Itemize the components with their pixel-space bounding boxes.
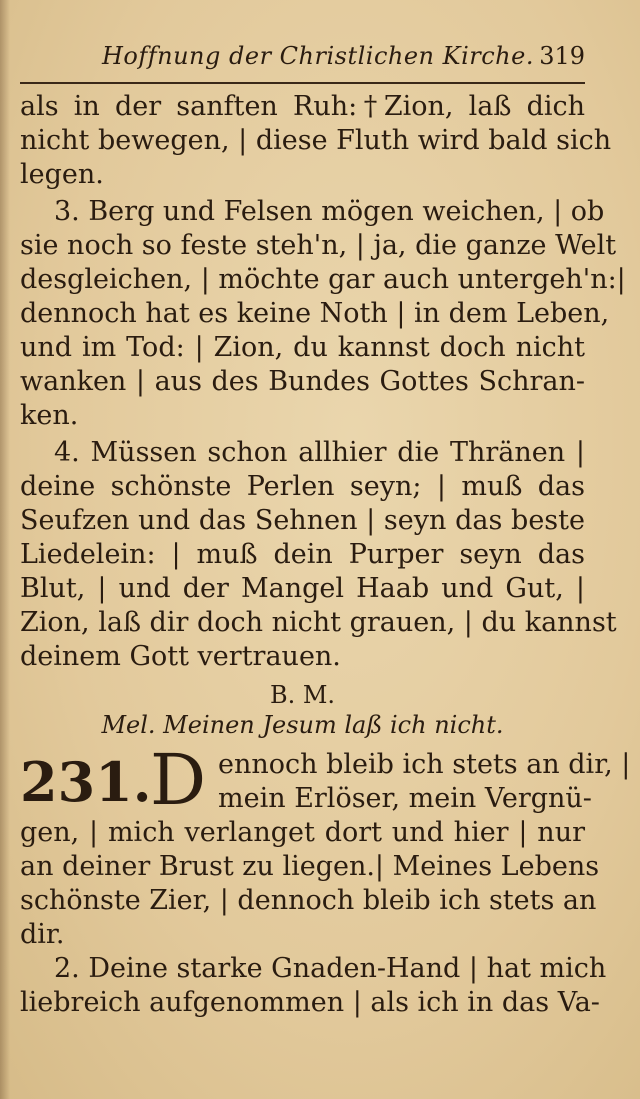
text-line: ennoch bleib ich stets an dir, | xyxy=(218,749,631,780)
text-line: dennoch hat es keine Noth | in dem Leben, xyxy=(20,298,610,329)
text-line: ken. xyxy=(20,400,79,431)
text-line: an deiner Brust zu liegen.| Meines Lebens xyxy=(20,851,600,882)
text-line: und im Tod: | Zion, du kannst doch nicht xyxy=(20,332,585,363)
text-line: Zion, laß dir doch nicht grauen, | du kannst xyxy=(20,607,617,638)
stanza-4-line: 4. Müssen schon allhier die Thränen | xyxy=(54,437,585,468)
text-line: Liedelein: | muß dein Purper seyn das xyxy=(20,539,585,570)
hymn-number: 231. xyxy=(20,750,152,814)
text-line: dir. xyxy=(20,919,65,950)
stanza-2-line: 2. Deine starke Gnaden-Hand | hat mich xyxy=(54,953,607,984)
page-number: 319 xyxy=(539,42,585,70)
text-line: legen. xyxy=(20,159,104,190)
dropcap-letter: D xyxy=(150,739,207,821)
text-line: liebreich aufgenommen | als ich in das Va- xyxy=(20,987,600,1018)
text-line: mein Erlöser, mein Vergnü- xyxy=(218,783,592,814)
text-line: nicht bewegen, | diese Fluth wird bald sich xyxy=(20,125,612,156)
text-line: gen, | mich verlanget dort und hier | nur xyxy=(20,817,585,848)
text-line: Seufzen und das Sehnen | seyn das beste xyxy=(20,505,585,536)
text-line: wanken | aus des Bundes Gottes Schran- xyxy=(20,366,585,397)
text-line: sie noch so feste steh'n, | ja, die ganze Welt xyxy=(20,230,617,261)
section-mark: B. M. xyxy=(269,681,336,709)
text-line: deinem Gott vertrauen. xyxy=(20,641,341,672)
stanza-3-line: 3. Berg und Felsen mögen weichen, | ob xyxy=(54,196,605,227)
header-rule xyxy=(20,82,585,84)
page-edge-shadow xyxy=(0,0,10,1099)
text-line: Blut, | und der Mangel Haab und Gut, | xyxy=(20,573,585,604)
running-title: Hoffnung der Christlichen Kirche. xyxy=(102,42,534,70)
text-line: desgleichen, | möchte gar auch untergeh'n:| xyxy=(20,264,626,295)
melody-line: Mel. Meinen Jesum laß ich nicht. xyxy=(101,711,504,739)
text-line: schönste Zier, | dennoch bleib ich stets an xyxy=(20,885,597,916)
text-line: deine schönste Perlen seyn; | muß das xyxy=(20,471,585,502)
running-header xyxy=(20,42,585,78)
text-line: als in der sanften Ruh:†Zion, laß dich xyxy=(20,91,585,122)
